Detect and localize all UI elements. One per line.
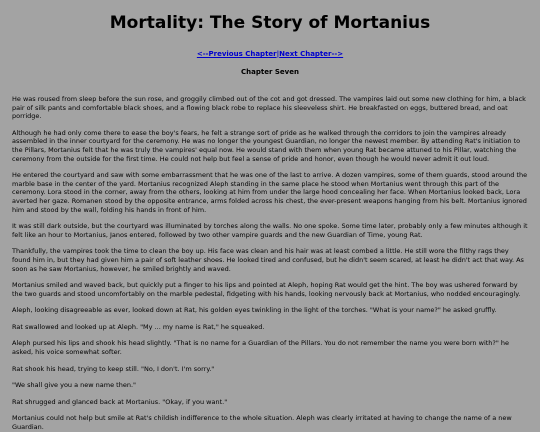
- nav-separator: |: [276, 50, 280, 58]
- page-title: Mortality: The Story of Mortanius: [109, 13, 431, 33]
- chapter-navigation: [12, 50, 528, 59]
- story-paragraph: He entered the courtyard and saw with some embarrassment that he was one of the last to arrive. A dozen vampires, some of them guards, stood around the marble base in the center of the yard. Mortanius recognized Aleph standing in the same place he stood when Mortanius went through this part of the ceremony. Lora stood in the corner, away from the others, looking at him from under the large hood concealing her face. When Mortanius looked back, Lora averted her gaze. Romanen stood by the opposite entrance, arms folded across his chest, the ever-present weapons hanging from his belt. Mortanius ignored him and stood by the wall, folding his hands in front of him.: [12, 171, 528, 214]
- story-paragraph: Aleph pursed his lips and shook his head slightly. "That is no name for a Guardian of the Pillars. You do not remember the name you were born with?" he asked, his voice somewhat softer.: [12, 339, 510, 357]
- story-paragraph: Rat shook his head, trying to keep still. "No, I don't. I'm sorry.": [12, 364, 215, 373]
- story-paragraph: Aleph, looking disagreeable as ever, looked down at Rat, his golden eyes twinkling in the light of the torches. "What is your name?" he asked gruffly.: [12, 306, 497, 315]
- previous-chapter-link[interactable]: <--Previous Chapter: [196, 50, 277, 58]
- chapter-heading: Chapter Seven: [241, 68, 299, 76]
- story-paragraph: "We shall give you a new name then.": [12, 381, 137, 390]
- story-paragraph: Rat swallowed and looked up at Aleph. "My ... my name is Rat," he squeaked.: [12, 322, 265, 331]
- next-chapter-link[interactable]: Next Chapter-->: [279, 50, 344, 58]
- story-paragraph: He was roused from sleep before the sun rose, and groggily climbed out of the cot and got dressed. The vampires laid out some new clothing for him, a black pair of silk pants and comfortable black shoes, and a flowing black robe to replace his sleeveless shirt. He breakfasted on eggs, buttered bread, and oat porridge.: [12, 95, 526, 121]
- story-paragraph: It was still dark outside, but the courtyard was illuminated by torches along the walls. No one spoke. Some time later, probably only a few minutes although it felt like an hour to Mortanius, Janos entered, followed by two other vampire guards and the new Guardian of Time, young Rat.: [12, 222, 528, 239]
- story-paragraph: Rat shrugged and glanced back at Mortanius. "Okay, if you want.": [12, 397, 228, 406]
- story-paragraph: Mortanius could not help but smile at Rat's childish indifference to the whole situation. Aleph was clearly irritated at having to change the name of a new Guardian.: [12, 414, 512, 432]
- story-text: [12, 95, 528, 432]
- story-paragraph: Mortanius smiled and waved back, but quickly put a finger to his lips and pointed at Aleph, hoping Rat would get the hint. The boy was ushered forward by the two guards and stood uncomfortably on the marble pedestal, fidgeting with his hands, looking nervously back at Mortanius, who nodded encouragingly.: [12, 281, 521, 298]
- story-paragraph: Thankfully, the vampires took the time to clean the boy up. His face was clean and his hair was at least combed a little. He still wore the filthy rags they found him in, but they had given him a pair of soft leather shoes. He looked tired and confused, but he didn't seem scared, at least he didn't act that way. As soon as he saw Mortanius, however, he smiled brightly and waved.: [12, 247, 524, 273]
- story-paragraph: Although he had only come there to ease the boy's fears, he felt a strange sort of pride as he walked through the corridors to join the vampires already assembled in the inner courtyard for the ceremony. He was no longer the youngest Guardian, no longer the newest member. By attending Rat's initiation to the Pillars, Mortanius felt that he was truly the vampires' equal now. He would stand with them when young Rat became attuned to his Pillar, watching the ceremony from the outside for the first time. He could not help but feel a sense of pride and honor, even though he would never admit it out loud.: [12, 128, 521, 163]
